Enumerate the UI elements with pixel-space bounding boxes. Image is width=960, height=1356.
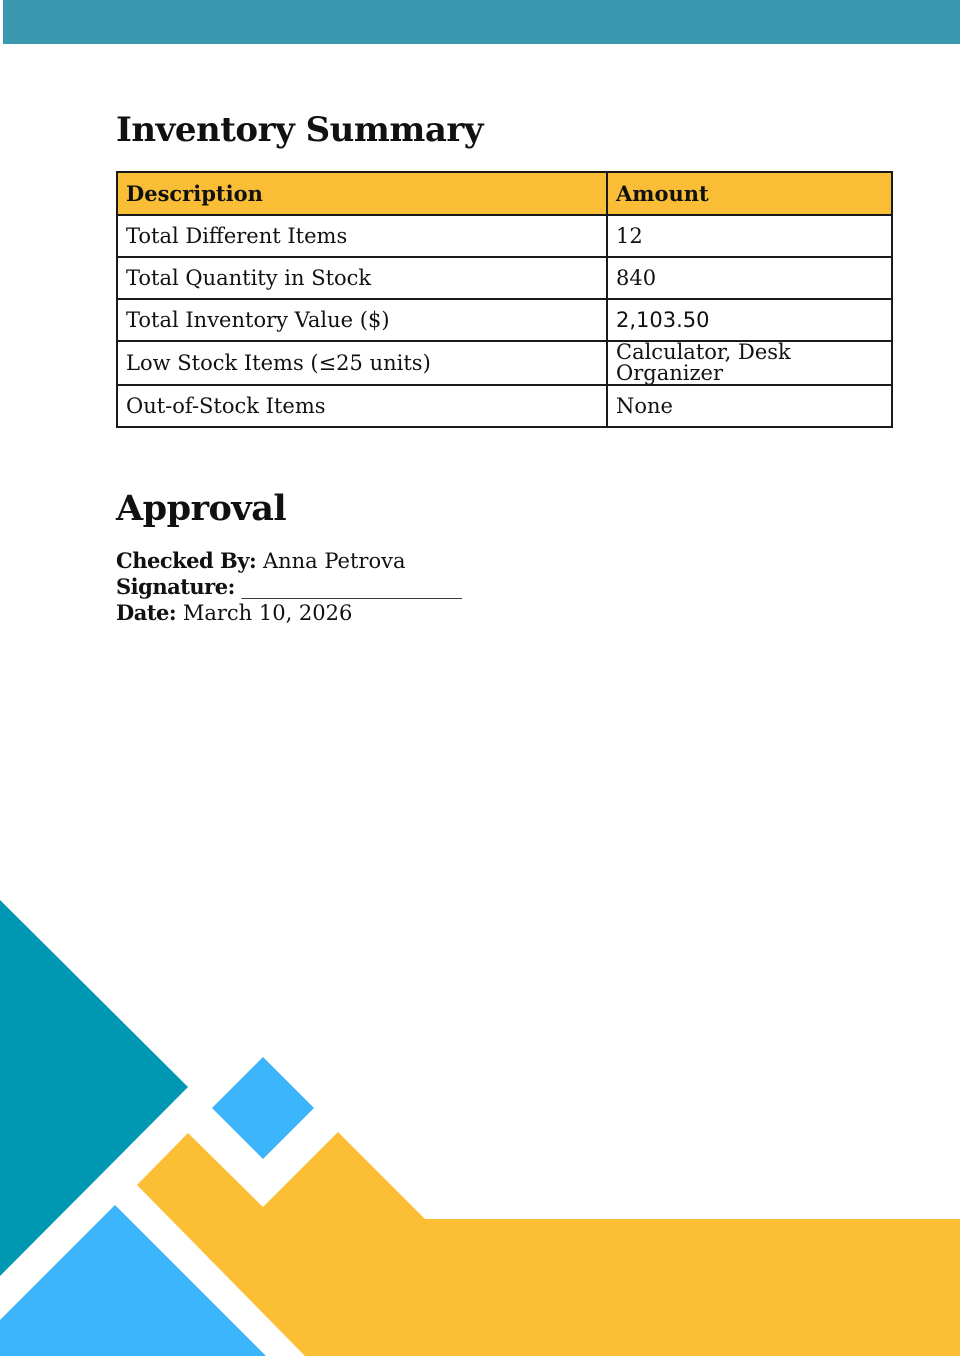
signature-label: Signature:: [116, 574, 235, 599]
approval-title: Approval: [116, 488, 287, 529]
date-value: March 10, 2026: [182, 601, 353, 625]
light-blue-diamond-shape: [212, 1057, 314, 1159]
yellow-band-shape: [137, 1132, 960, 1356]
row-description: Low Stock Items (≤25 units): [117, 341, 607, 385]
row-description: Total Inventory Value ($): [117, 299, 607, 341]
row-amount: 840: [607, 257, 892, 299]
signature-blank: _____________________: [241, 575, 463, 599]
header-description: Description: [117, 172, 607, 215]
row-amount: None: [607, 385, 892, 427]
row-amount: Calculator, Desk Organizer: [607, 341, 892, 385]
teal-triangle-shape: [0, 900, 188, 1276]
row-amount: 12: [607, 215, 892, 257]
row-description: Total Quantity in Stock: [117, 257, 607, 299]
checked-by-label: Checked By:: [116, 548, 257, 573]
checked-by-value: Anna Petrova: [262, 549, 406, 573]
header-amount: Amount: [607, 172, 892, 215]
inventory-summary-title: Inventory Summary: [116, 110, 484, 150]
row-description: Out-of-Stock Items: [117, 385, 607, 427]
date-label: Date:: [116, 600, 177, 625]
row-amount: 2,103.50: [607, 299, 892, 341]
row-description: Total Different Items: [117, 215, 607, 257]
